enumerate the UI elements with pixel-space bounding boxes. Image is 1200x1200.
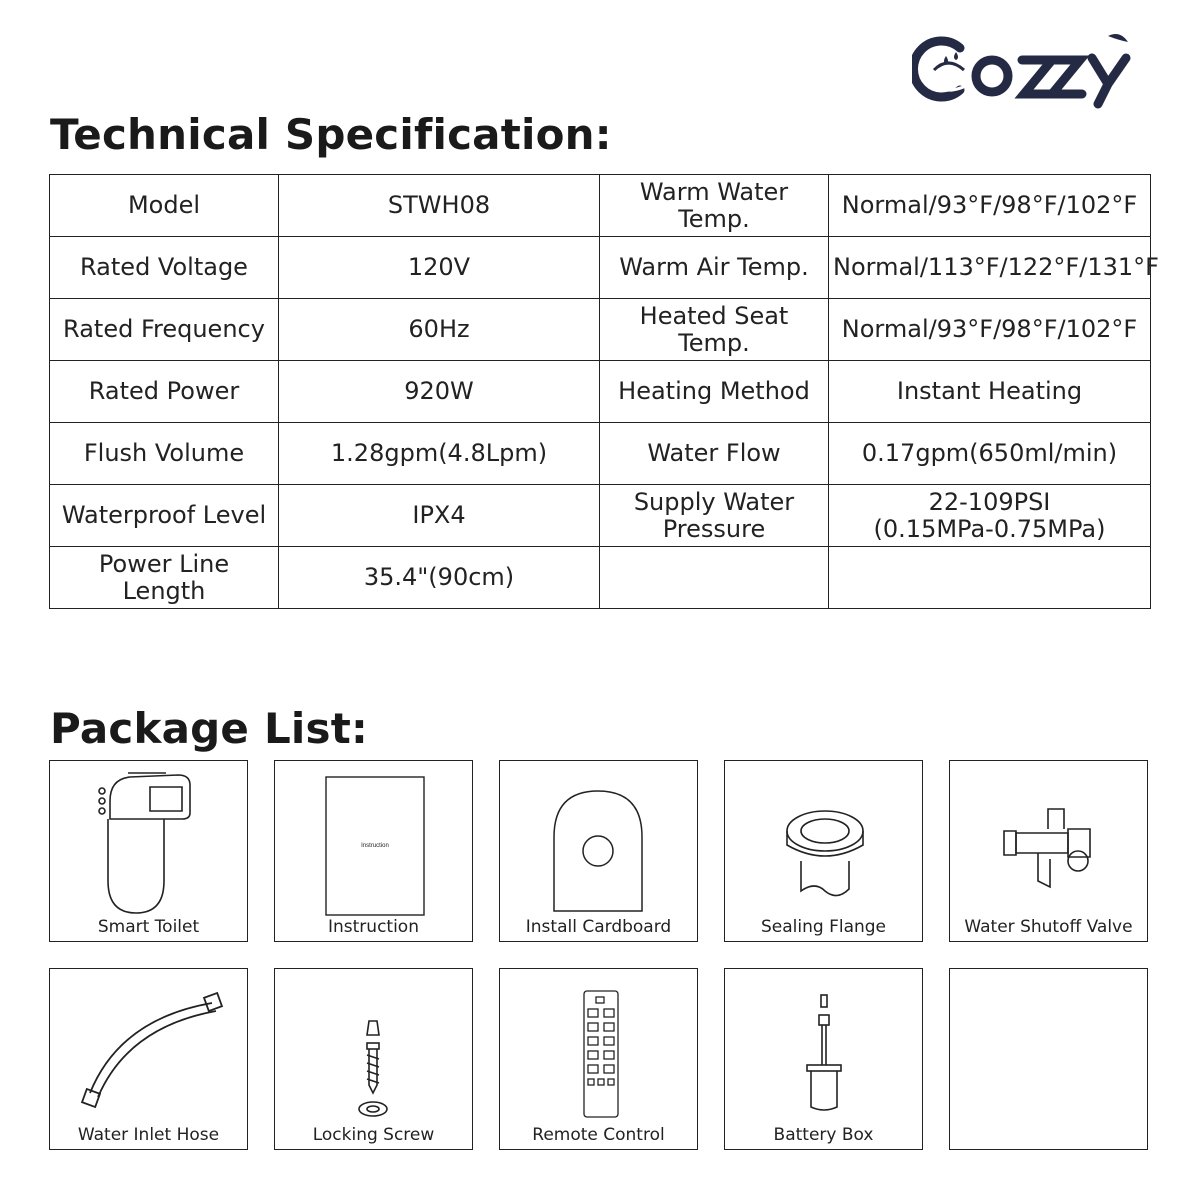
- package-item-label: Remote Control: [532, 1125, 665, 1145]
- spec-value: Normal/93°F/98°F/102°F: [829, 299, 1151, 361]
- spec-label-line2: Pressure: [662, 514, 766, 543]
- spec-value: [829, 547, 1151, 609]
- spec-value: 920W: [279, 361, 600, 423]
- package-item-inlet-hose: [49, 968, 248, 1150]
- spec-label: Rated Voltage: [50, 237, 279, 299]
- shutoff-valve-icon: [950, 761, 1146, 921]
- table-row: [50, 485, 1151, 547]
- package-item-remote-control: [499, 968, 698, 1150]
- spec-label-line1: Supply Water: [633, 487, 795, 516]
- package-item-locking-screw: [274, 968, 473, 1150]
- spec-label: Water Flow: [600, 423, 829, 485]
- package-item-label: Instruction: [328, 917, 419, 937]
- package-item-label: Sealing Flange: [760, 917, 887, 937]
- spec-value: 120V: [279, 237, 600, 299]
- spec-label: Flush Volume: [50, 423, 279, 485]
- spec-value: Normal/113°F/122°F/131°F: [829, 237, 1151, 299]
- spec-value-line2: (0.15MPa-0.75MPa): [873, 514, 1106, 543]
- spec-value: 0.17gpm(650ml/min): [829, 423, 1151, 485]
- package-item-label: Smart Toilet: [97, 917, 200, 937]
- package-item-label: Locking Screw: [312, 1125, 435, 1145]
- spec-heading: Technical Specification:: [50, 110, 612, 159]
- spec-label: Warm Air Temp.: [600, 237, 829, 299]
- table-row: [50, 175, 1151, 237]
- remote-control-icon: [500, 969, 696, 1129]
- table-row: [50, 237, 1151, 299]
- spec-label: Heated Seat Temp.: [600, 299, 829, 361]
- spec-label: Waterproof Level: [50, 485, 279, 547]
- package-item-label: Water Shutoff Valve: [964, 917, 1133, 937]
- package-item-smart-toilet: [49, 760, 248, 942]
- spec-label: [600, 547, 829, 609]
- spec-value: [829, 485, 1151, 547]
- spec-value-line1: 22-109PSI: [928, 487, 1051, 516]
- package-item-install-cardboard: [499, 760, 698, 942]
- package-item-label: Install Cardboard: [525, 917, 672, 937]
- spec-value: 35.4"(90cm): [279, 547, 600, 609]
- sealing-flange-icon: [725, 761, 921, 921]
- package-item-label: Water Inlet Hose: [77, 1125, 220, 1145]
- spec-label: Rated Frequency: [50, 299, 279, 361]
- package-item-instruction: [274, 760, 473, 942]
- spec-label: Heating Method: [600, 361, 829, 423]
- spec-label: Model: [50, 175, 279, 237]
- package-item-empty: [949, 968, 1148, 1150]
- inlet-hose-icon: [50, 969, 246, 1129]
- install-cardboard-icon: [500, 761, 696, 921]
- table-row: [50, 547, 1151, 609]
- locking-screw-icon: [275, 969, 471, 1129]
- instruction-booklet-icon: [275, 761, 471, 921]
- spec-value: IPX4: [279, 485, 600, 547]
- spec-value: Instant Heating: [829, 361, 1151, 423]
- package-item-battery-box: [724, 968, 923, 1150]
- spec-value: 1.28gpm(4.8Lpm): [279, 423, 600, 485]
- smart-toilet-icon: [50, 761, 246, 921]
- booklet-cover-text: Instruction: [361, 843, 389, 849]
- spec-table: [49, 174, 1159, 609]
- spec-label: [600, 485, 829, 547]
- table-row: [50, 423, 1151, 485]
- battery-box-icon: [725, 969, 921, 1129]
- spec-label: Rated Power: [50, 361, 279, 423]
- package-heading: Package List:: [50, 704, 368, 753]
- package-item-label: Battery Box: [773, 1125, 874, 1145]
- cozy-logo: [912, 26, 1152, 110]
- spec-value: Normal/93°F/98°F/102°F: [829, 175, 1151, 237]
- package-item-sealing-flange: [724, 760, 923, 942]
- spec-value: 60Hz: [279, 299, 600, 361]
- table-row: [50, 299, 1151, 361]
- spec-value: STWH08: [279, 175, 600, 237]
- table-row: [50, 361, 1151, 423]
- package-item-shutoff-valve: [949, 760, 1148, 942]
- spec-label: Power Line Length: [50, 547, 279, 609]
- spec-label: Warm Water Temp.: [600, 175, 829, 237]
